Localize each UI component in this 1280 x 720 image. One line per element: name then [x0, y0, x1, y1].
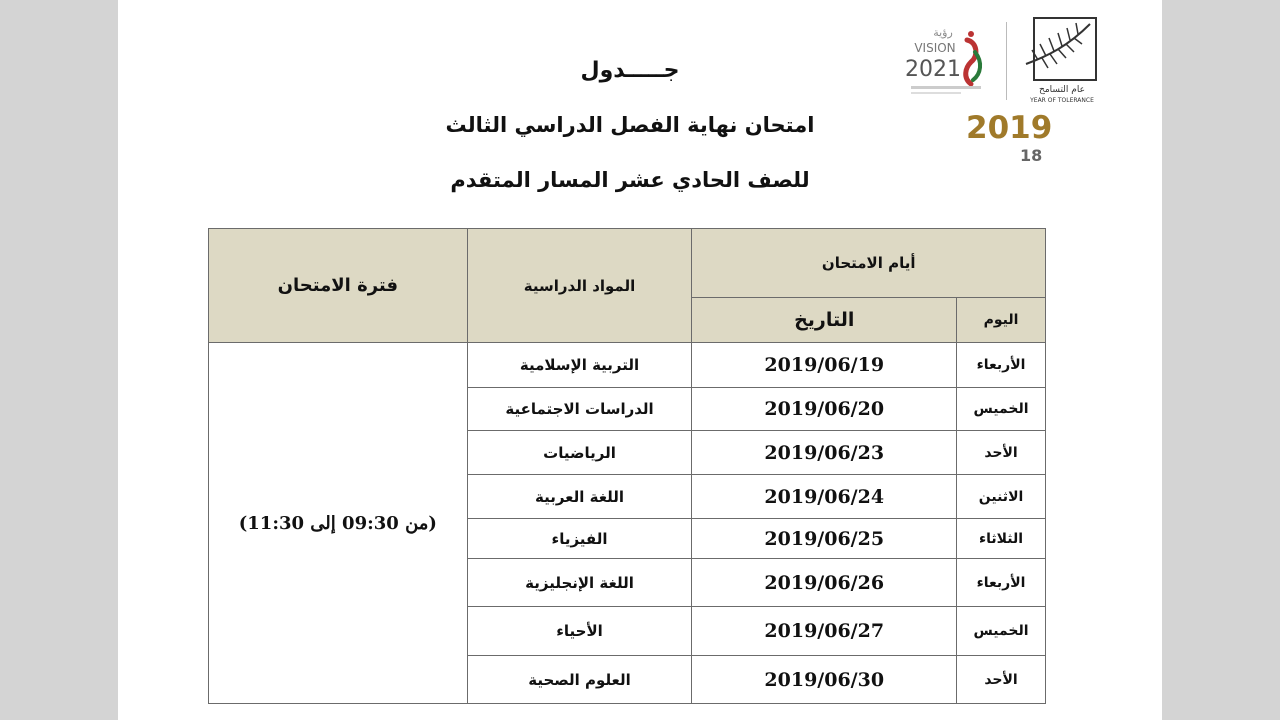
exam-subtitle: امتحان نهاية الفصل الدراسي الثالث [445, 113, 815, 137]
subject-cell: الدراسات الاجتماعية [467, 388, 692, 431]
exam-schedule-table [208, 228, 1046, 704]
header-row-top [209, 229, 1046, 298]
exam-days-header: أيام الامتحان [692, 229, 1046, 298]
day-cell: الاثنين [957, 475, 1046, 519]
grade-subtitle: للصف الحادي عشر المسار المتقدم [450, 168, 810, 192]
exam-period-cell: (من 09:30 إلى 11:30) [209, 343, 468, 704]
page-title: جـــــدول [580, 58, 680, 83]
period-header: فترة الامتحان [209, 229, 468, 343]
subject-cell: العلوم الصحية [467, 656, 692, 704]
date-cell: 2019/06/26 [692, 559, 957, 607]
date-cell: 2019/06/30 [692, 656, 957, 704]
day-cell: الخميس [957, 388, 1046, 431]
subject-cell: اللغة الإنجليزية [467, 559, 692, 607]
date-cell: 2019/06/23 [692, 431, 957, 475]
subject-cell: الرياضيات [467, 431, 692, 475]
day-header: اليوم [957, 298, 1046, 343]
date-cell: 2019/06/25 [692, 519, 957, 559]
vision-year-text: 2021 [905, 57, 961, 82]
vision-en-text: VISION [914, 41, 956, 55]
subject-cell: اللغة العربية [467, 475, 692, 519]
day-cell: الأحد [957, 431, 1046, 475]
day-cell: الثلاثاء [957, 519, 1046, 559]
year-label: 2019 [966, 110, 1053, 146]
date-cell: 2019/06/19 [692, 343, 957, 388]
date-header: التاريخ [692, 298, 957, 343]
date-cell: 2019/06/24 [692, 475, 957, 519]
day-cell: الخميس [957, 607, 1046, 656]
subject-cell: الأحياء [467, 607, 692, 656]
day-cell: الأربعاء [957, 559, 1046, 607]
table-row [209, 343, 1046, 388]
day-cell: الأربعاء [957, 343, 1046, 388]
date-cell: 2019/06/20 [692, 388, 957, 431]
year-of-tolerance-logo [1018, 14, 1104, 104]
day-cell: الأحد [957, 656, 1046, 704]
subjects-header: المواد الدراسية [467, 229, 692, 343]
logo-divider [1006, 22, 1007, 100]
subject-cell: الفيزياء [467, 519, 692, 559]
date-cell: 2019/06/27 [692, 607, 957, 656]
year-sub-label: 18 [1020, 146, 1043, 165]
vision-ar-text: رؤية [933, 26, 953, 39]
tolerance-en-text: YEAR OF TOLERANCE [1030, 97, 1094, 104]
subject-cell: التربية الإسلامية [467, 343, 692, 388]
tolerance-ar-text: عام التسامح [1039, 85, 1085, 95]
